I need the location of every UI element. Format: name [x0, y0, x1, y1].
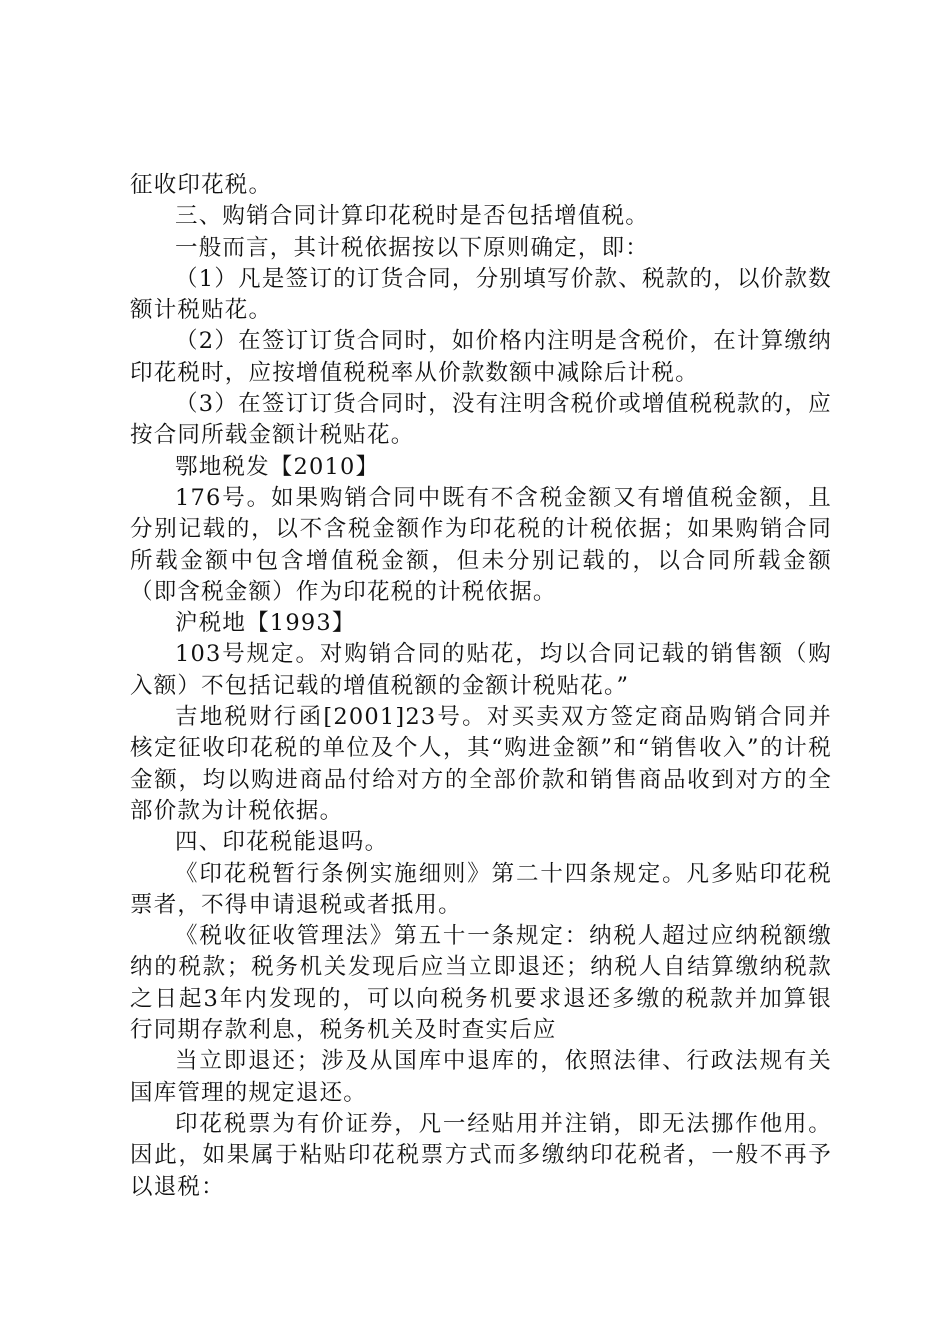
- paragraph-2: 三、购销合同计算印花税时是否包括增值税。: [175, 203, 650, 230]
- paragraph-12: 四、印花税能退吗。: [175, 829, 389, 856]
- paragraph-15: 当立即退还；涉及从国库中退库的，依照法律、行政法规有关国库管理的规定退还。: [130, 1048, 832, 1106]
- paragraph-5: （2）在签订订货合同时，如价格内注明是含税价，在计算缴纳印花税时，应按增值税税率从价款数额中减除后计税。: [130, 328, 832, 386]
- paragraph-10: 103号规定。对购销合同的贴花，均以合同记载的销售额（购入额）不包括记载的增值税额的金额计税贴花。”: [130, 641, 832, 699]
- paragraph-4: （1）凡是签订的订货合同，分别填写价款、税款的，以价款数额计税贴花。: [130, 265, 832, 324]
- paragraph-11: 吉地税财行函[2001]23号。对买卖双方签定商品购销合同并核定征收印花税的单位及个人，其“购进金额”和“销售收入”的计税金额，均以购进商品付给对方的全部价款和销售商品收到对方的全部价款为计税依据。: [130, 704, 832, 824]
- paragraph-1: 征收印花税。: [130, 172, 273, 198]
- paragraph-8: 176号。如果购销合同中既有不含税金额又有增值税金额，且分别记载的，以不含税金额作为印花税的计税依据；如果购销合同所载金额中包含增值税金额，但未分别记载的，以合同所载金额（即含税金额）作为印花税的计税依据。: [130, 484, 832, 605]
- paragraph-13: 《印花税暂行条例实施细则》第二十四条规定。凡多贴印花税票者，不得申请退税或者抵用。: [130, 860, 832, 918]
- paragraph-3: 一般而言，其计税依据按以下原则确定，即：: [175, 234, 650, 261]
- paragraph-14: 《税收征收管理法》第五十一条规定：纳税人超过应纳税额缴纳的税款；税务机关发现后应当立即退还；纳税人自结算缴纳税款之日起3年内发现的，可以向税务机要求退还多缴的税款并加算银行同期存款利息，税务机关及时查实后应: [130, 923, 832, 1044]
- paragraph-7: 鄂地税发【2010】: [175, 453, 380, 480]
- paragraph-16: 印花税票为有价证券，凡一经贴用并注销，即无法挪作他用。因此，如果属于粘贴印花税票方式而多缴纳印花税者，一般不再予以退税：: [130, 1110, 832, 1200]
- paragraph-9: 沪税地【1993】: [175, 610, 356, 637]
- paragraph-6: （3）在签订订货合同时，没有注明含税价或增值税税款的，应按合同所载金额计税贴花。: [130, 391, 832, 449]
- document-body: [130, 170, 832, 1203]
